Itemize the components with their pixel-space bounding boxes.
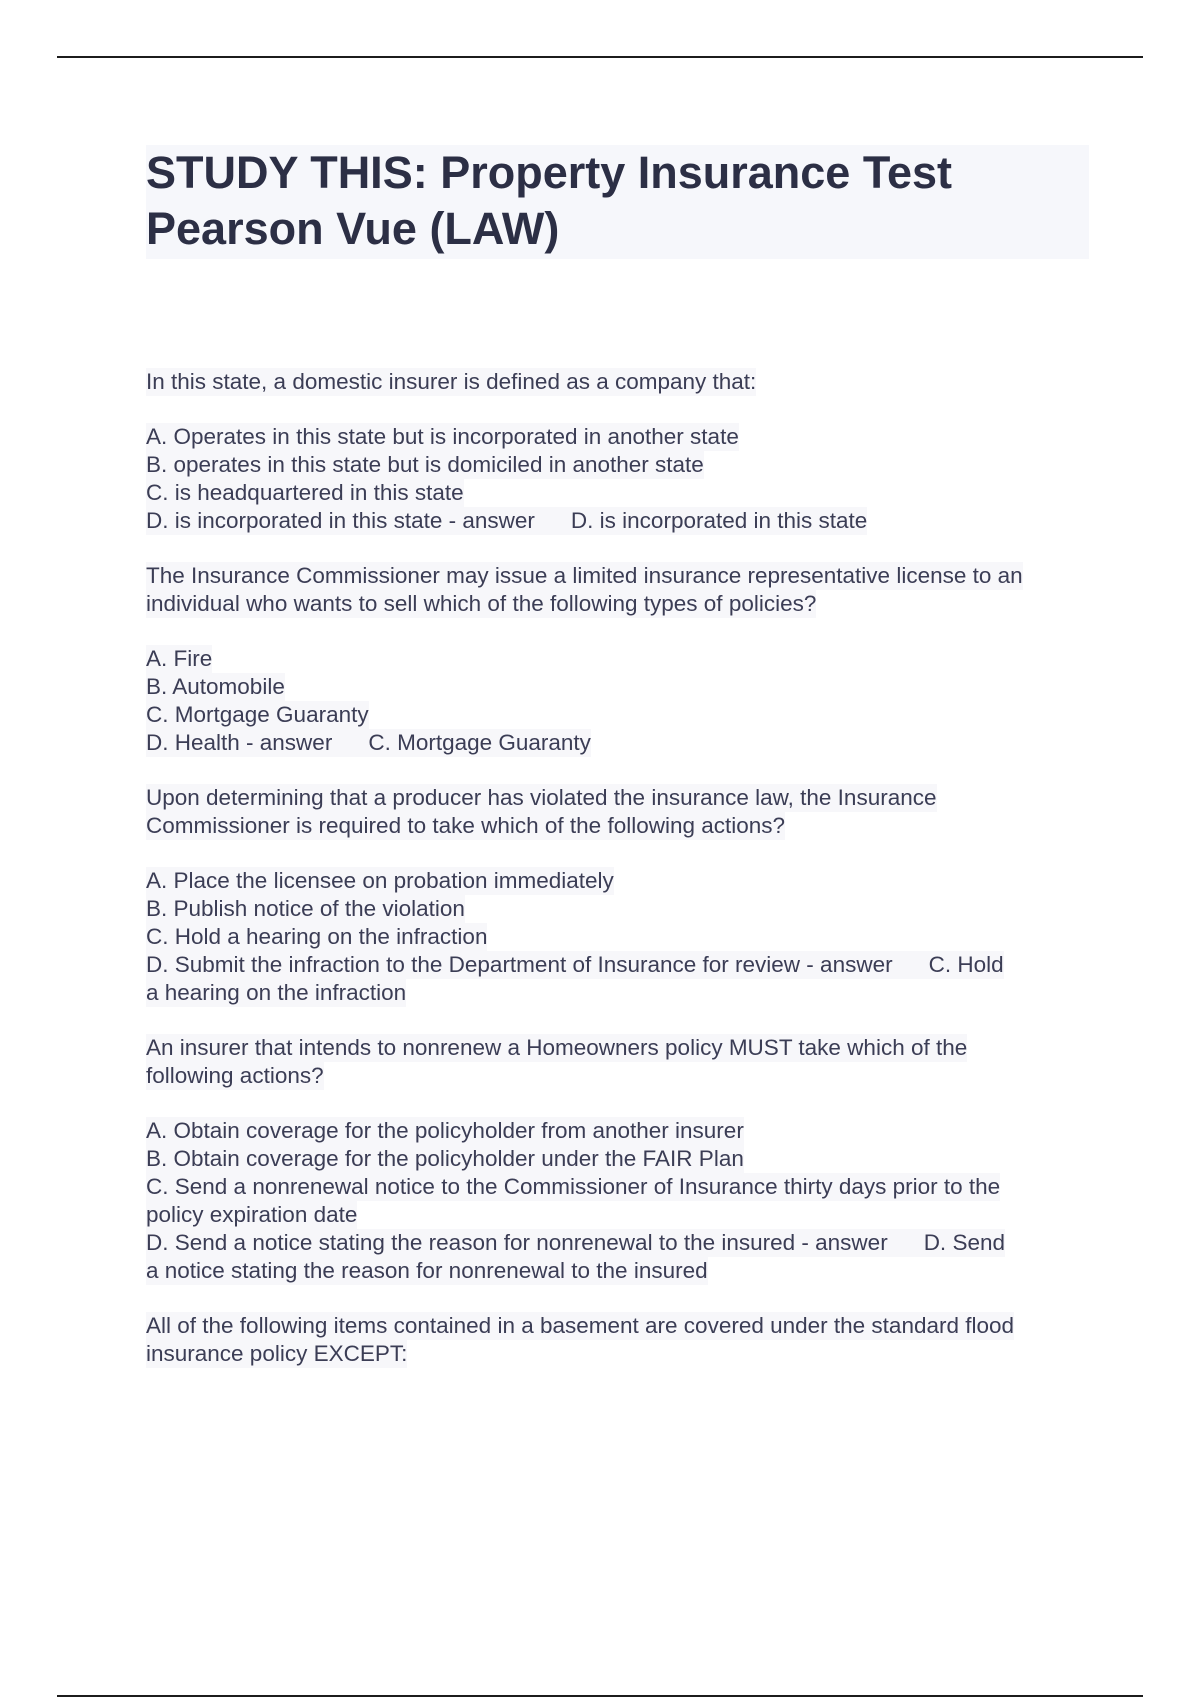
correct-answer: C. Mortgage Guaranty <box>368 730 591 755</box>
answer-option: B. Automobile <box>146 674 285 699</box>
question-2 <box>146 562 1091 757</box>
correct-answer-continued: a hearing on the infraction <box>146 980 407 1005</box>
answer-option: C. Mortgage Guaranty <box>146 702 369 727</box>
correct-answer-continued: a notice stating the reason for nonrenewal to the insured <box>146 1258 708 1283</box>
answer-option: A. Obtain coverage for the policyholder from another insurer <box>146 1118 744 1143</box>
answer-option: B. Publish notice of the violation <box>146 896 465 921</box>
correct-answer: D. is incorporated in this state <box>570 508 868 533</box>
answer-line <box>146 507 867 535</box>
answer-option: D. Send a notice stating the reason for nonrenewal to the insured - answer <box>146 1230 888 1255</box>
question-1 <box>146 368 1091 535</box>
answer-option: B. operates in this state but is domiciled in another state <box>146 452 704 477</box>
answer-option: D. Submit the infraction to the Department of Insurance for review - answer <box>146 952 893 977</box>
question-prompt: Commissioner is required to take which of the following actions? <box>146 813 786 838</box>
top-rule <box>57 56 1143 58</box>
title-line-1: STUDY THIS: Property Insurance Test <box>146 147 953 198</box>
answer-option: policy expiration date <box>146 1202 358 1227</box>
question-prompt: Upon determining that a producer has violated the insurance law, the Insurance <box>146 785 937 810</box>
answer-line <box>146 1229 1005 1257</box>
question-4 <box>146 1034 1091 1285</box>
question-prompt: In this state, a domestic insurer is defined as a company that: <box>146 369 757 394</box>
question-list <box>146 368 1091 1395</box>
bottom-rule <box>57 1695 1143 1697</box>
answer-option: C. Send a nonrenewal notice to the Commissioner of Insurance thirty days prior to the <box>146 1174 1001 1199</box>
answer-option: C. Hold a hearing on the infraction <box>146 924 488 949</box>
question-prompt: individual who wants to sell which of the following types of policies? <box>146 591 817 616</box>
answer-option: A. Place the licensee on probation immediately <box>146 868 614 893</box>
answer-line <box>146 729 591 757</box>
question-prompt: insurance policy EXCEPT: <box>146 1341 408 1366</box>
question-5 <box>146 1312 1091 1368</box>
question-prompt: An insurer that intends to nonrenew a Homeowners policy MUST take which of the <box>146 1035 968 1060</box>
answer-option: D. Health - answer <box>146 730 333 755</box>
correct-answer: D. Send <box>923 1230 1005 1255</box>
question-prompt: The Insurance Commissioner may issue a limited insurance representative license to an <box>146 563 1023 588</box>
page-title <box>146 145 1089 259</box>
question-3 <box>146 784 1091 1007</box>
answer-option: B. Obtain coverage for the policyholder under the FAIR Plan <box>146 1146 744 1171</box>
answer-option: A. Fire <box>146 646 213 671</box>
question-prompt: All of the following items contained in a basement are covered under the standard flood <box>146 1313 1015 1338</box>
question-prompt: following actions? <box>146 1063 324 1088</box>
answer-option: C. is headquartered in this state <box>146 480 464 505</box>
correct-answer: C. Hold <box>928 952 1004 977</box>
title-line-2: Pearson Vue (LAW) <box>146 203 560 254</box>
answer-option: A. Operates in this state but is incorporated in another state <box>146 424 739 449</box>
answer-option: D. is incorporated in this state - answer <box>146 508 535 533</box>
answer-line <box>146 951 1004 979</box>
